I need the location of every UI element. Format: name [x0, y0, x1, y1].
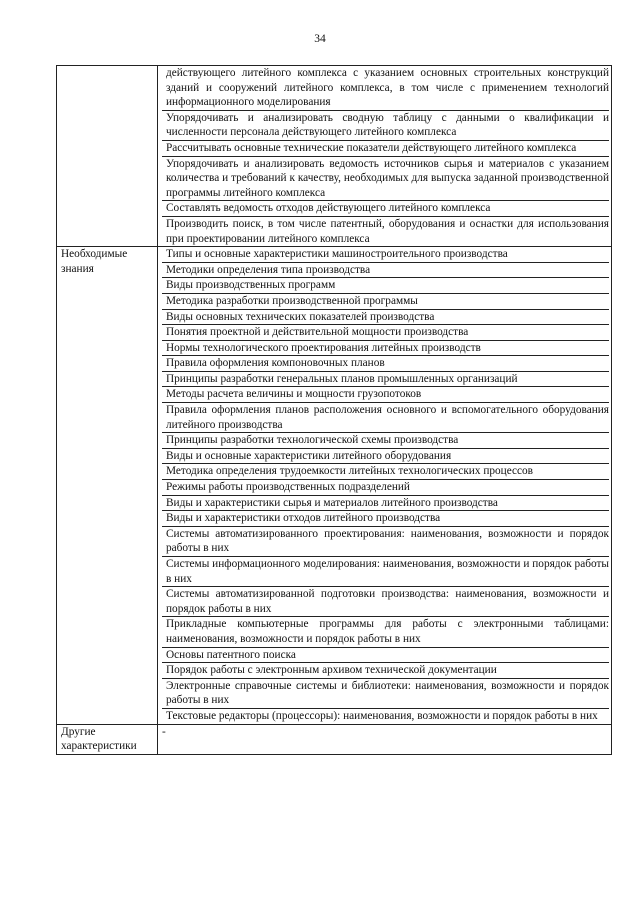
requirements-table	[56, 65, 612, 755]
row-value: -	[158, 724, 612, 754]
items-cell	[158, 66, 612, 247]
list-item: Методики определения типа производства	[162, 263, 609, 279]
page-number: 34	[314, 33, 326, 45]
list-item: Нормы технологического проектирования литейных производств	[162, 341, 609, 357]
list-item: Системы информационного моделирования: наименования, возможности и порядок работы в них	[162, 557, 609, 587]
list-item: Правила оформления компоновочных планов	[162, 356, 609, 372]
list-item: Составлять ведомость отходов действующего литейного комплекса	[162, 201, 609, 217]
list-item: Принципы разработки технологической схемы производства	[162, 433, 609, 449]
table-row-other-characteristics	[57, 724, 612, 754]
list-item: Режимы работы производственных подразделений	[162, 480, 609, 496]
list-item: Виды производственных программ	[162, 278, 609, 294]
list-item: Текстовые редакторы (процессоры): наименования, возможности и порядок работы в них	[166, 709, 598, 722]
list-item: Типы и основные характеристики машиностроительного производства	[162, 247, 609, 263]
row-label: Необходимые знания	[57, 247, 158, 724]
row-label: Другие характеристики	[57, 724, 158, 754]
list-item: Электронные справочные системы и библиотеки: наименования, возможности и порядок работы в них	[162, 679, 609, 709]
list-item: Системы автоматизированного проектирования: наименования, возможности и порядок работы в них	[162, 527, 609, 557]
list-item: Виды и основные характеристики литейного оборудования	[162, 449, 609, 465]
list-item: Основы патентного поиска	[162, 648, 609, 664]
list-item: Принципы разработки генеральных планов промышленных организаций	[162, 372, 609, 388]
list-item: Понятия проектной и действительной мощности производства	[162, 325, 609, 341]
list-item: Упорядочивать и анализировать ведомость источников сырья и материалов с указанием количества и требований к качеству, необходимых для выпуска заданной производственной программы литейного комплекса	[162, 157, 609, 202]
list-item: Порядок работы с электронным архивом технической документации	[162, 663, 609, 679]
table-row-required-knowledge	[57, 247, 612, 724]
list-item: действующего литейного комплекса с указанием основных строительных конструкций зданий и сооружений литейного комплекса, в том числе с применением технологий информационного моделирования	[162, 66, 609, 111]
list-item: Виды и характеристики отходов литейного производства	[162, 511, 609, 527]
list-item: Виды основных технических показателей производства	[162, 310, 609, 326]
list-item: Методы расчета величины и мощности грузопотоков	[162, 387, 609, 403]
row-label	[57, 66, 158, 247]
list-item: Рассчитывать основные технические показатели действующего литейного комплекса	[162, 141, 609, 157]
list-item: Производить поиск, в том числе патентный, оборудования и оснастки для использования при проектировании литейного комплекса	[166, 217, 609, 245]
list-item: Методика определения трудоемкости литейных технологических процессов	[162, 464, 609, 480]
list-item: Виды и характеристики сырья и материалов литейного производства	[162, 496, 609, 512]
list-item: Прикладные компьютерные программы для работы с электронными таблицами: наименования, возможности и порядок работы в них	[162, 617, 609, 647]
items-cell	[158, 247, 612, 724]
list-item: Методика разработки производственной программы	[162, 294, 609, 310]
list-item: Правила оформления планов расположения основного и вспомогательного оборудования литейного производства	[162, 403, 609, 433]
list-item: Упорядочивать и анализировать сводную таблицу с данными о квалификации и численности персонала действующего литейного комплекса	[162, 111, 609, 141]
table-row-skills-continued	[57, 66, 612, 247]
list-item: Системы автоматизированной подготовки производства: наименования, возможности и порядок работы в них	[162, 587, 609, 617]
